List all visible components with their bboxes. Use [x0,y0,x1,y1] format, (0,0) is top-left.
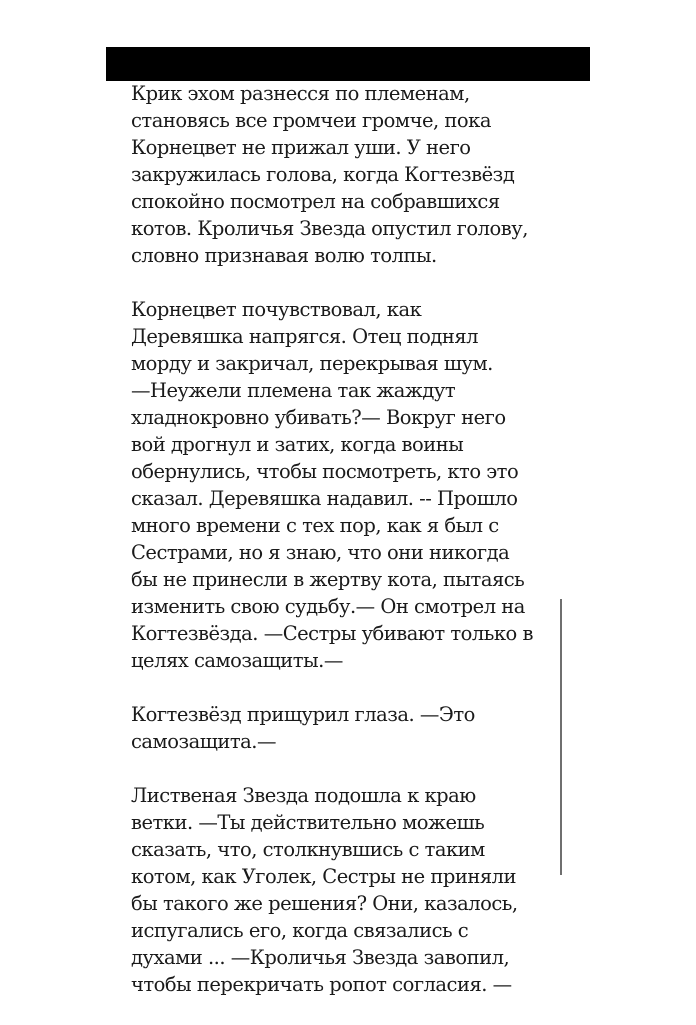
text-line: бы не принесли в жертву кота, пытаясь [131,568,525,591]
paragraph-4 [131,782,551,998]
text-line: бы такого же решения? Они, казалось, [131,892,518,915]
text-line: самозащита.— [131,730,276,753]
text-line: чтобы перекричать ропот согласия. — [131,973,512,996]
text-line: Лиственая Звезда подошла к краю [131,784,476,807]
text-line: испугались его, когда связались с [131,919,469,942]
text-line: целях самозащиты.— [131,649,343,672]
text-line: словно признавая волю толпы. [131,244,437,267]
text-line: сказать, что, столкнувшись с таким [131,838,485,861]
text-line: —Неужели племена так жаждут [131,379,456,402]
text-line: много времени с тех пор, как я был с [131,514,499,537]
text-line: закружилась голова, когда Когтезвёзд [131,163,515,186]
text-line: вой дрогнул и затих, когда воины [131,433,464,456]
text-line: хладнокровно убивать?— Вокруг него [131,406,506,429]
reader-page [131,80,551,1025]
text-line: Корнецвет почувствовал, как [131,298,422,321]
text-line: Корнецвет не прижал уши. У него [131,136,471,159]
text-line: котов. Кроличья Звезда опустил голову, [131,217,528,240]
paragraph-2 [131,296,551,674]
text-line: Деревяшка напрягся. Отец поднял [131,325,479,348]
text-line: Когтезвёзда. —Сестры убивают только в [131,622,533,645]
text-line: морду и закричал, перекрывая шум. [131,352,493,375]
text-line: обернулись, чтобы посмотреть, кто это [131,460,519,483]
paragraph-1 [131,80,551,269]
text-line: сказал. Деревяшка надавил. -- Прошло [131,487,518,510]
paragraph-3 [131,701,551,755]
text-line: изменить свою судьбу.— Он смотрел на [131,595,525,618]
top-bar [106,47,590,81]
scrollbar[interactable] [560,599,562,875]
text-line: ветки. —Ты действительно можешь [131,811,485,834]
text-line: Сестрами, но я знаю, что они никогда [131,541,510,564]
text-line: спокойно посмотрел на собравшихся [131,190,500,213]
text-line: духами ... —Кроличья Звезда завопил, [131,946,510,969]
text-line: Когтезвёзд прищурил глаза. —Это [131,703,475,726]
text-line: Крик эхом разнесся по племенам, [131,82,470,105]
text-line: котом, как Уголек, Сестры не приняли [131,865,517,888]
text-line: становясь все громчеи громче, пока [131,109,491,132]
